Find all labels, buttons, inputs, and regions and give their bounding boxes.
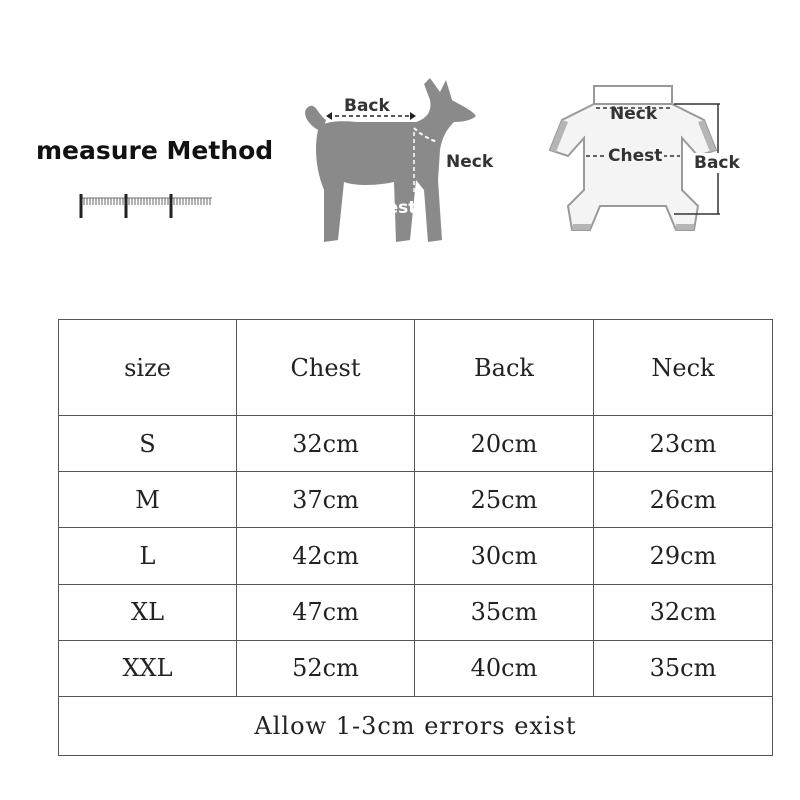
cell-back: 20cm <box>415 416 594 472</box>
dog-measure-diagram <box>296 70 506 255</box>
cell-neck: 35cm <box>594 640 773 696</box>
table-row <box>59 640 773 696</box>
cell-chest: 52cm <box>237 640 415 696</box>
cell-back: 40cm <box>415 640 594 696</box>
column-header-size: size <box>59 320 237 416</box>
cell-chest: 37cm <box>237 472 415 528</box>
cell-neck: 23cm <box>594 416 773 472</box>
cell-chest: 32cm <box>237 416 415 472</box>
garment-measure-diagram <box>548 80 748 260</box>
measure-method-title: measure Method <box>36 136 274 165</box>
cell-neck: 29cm <box>594 528 773 584</box>
size-chart-table <box>58 319 773 756</box>
dog-chest-label: Chest <box>362 198 417 218</box>
table-row <box>59 584 773 640</box>
column-header-back: Back <box>415 320 594 416</box>
column-header-chest: Chest <box>237 320 415 416</box>
table-row <box>59 528 773 584</box>
garment-back-label: Back <box>694 153 740 173</box>
cell-size: L <box>59 528 237 584</box>
column-header-neck: Neck <box>594 320 773 416</box>
cell-size: XL <box>59 584 237 640</box>
table-note-row <box>59 696 773 755</box>
tolerance-note: Allow 1-3cm errors exist <box>59 696 773 755</box>
cell-chest: 42cm <box>237 528 415 584</box>
cell-back: 25cm <box>415 472 594 528</box>
table-row <box>59 472 773 528</box>
cell-chest: 47cm <box>237 584 415 640</box>
table-row <box>59 416 773 472</box>
table-header-row <box>59 320 773 416</box>
cell-back: 35cm <box>415 584 594 640</box>
cell-size: XXL <box>59 640 237 696</box>
cell-size: S <box>59 416 237 472</box>
garment-chest-label: Chest <box>608 146 663 166</box>
cell-neck: 26cm <box>594 472 773 528</box>
cell-back: 30cm <box>415 528 594 584</box>
dog-neck-label: Neck <box>446 152 494 172</box>
garment-neck-label: Neck <box>610 104 658 124</box>
cell-neck: 32cm <box>594 584 773 640</box>
dog-back-label: Back <box>344 96 390 116</box>
ruler-icon <box>76 190 216 222</box>
cell-size: M <box>59 472 237 528</box>
